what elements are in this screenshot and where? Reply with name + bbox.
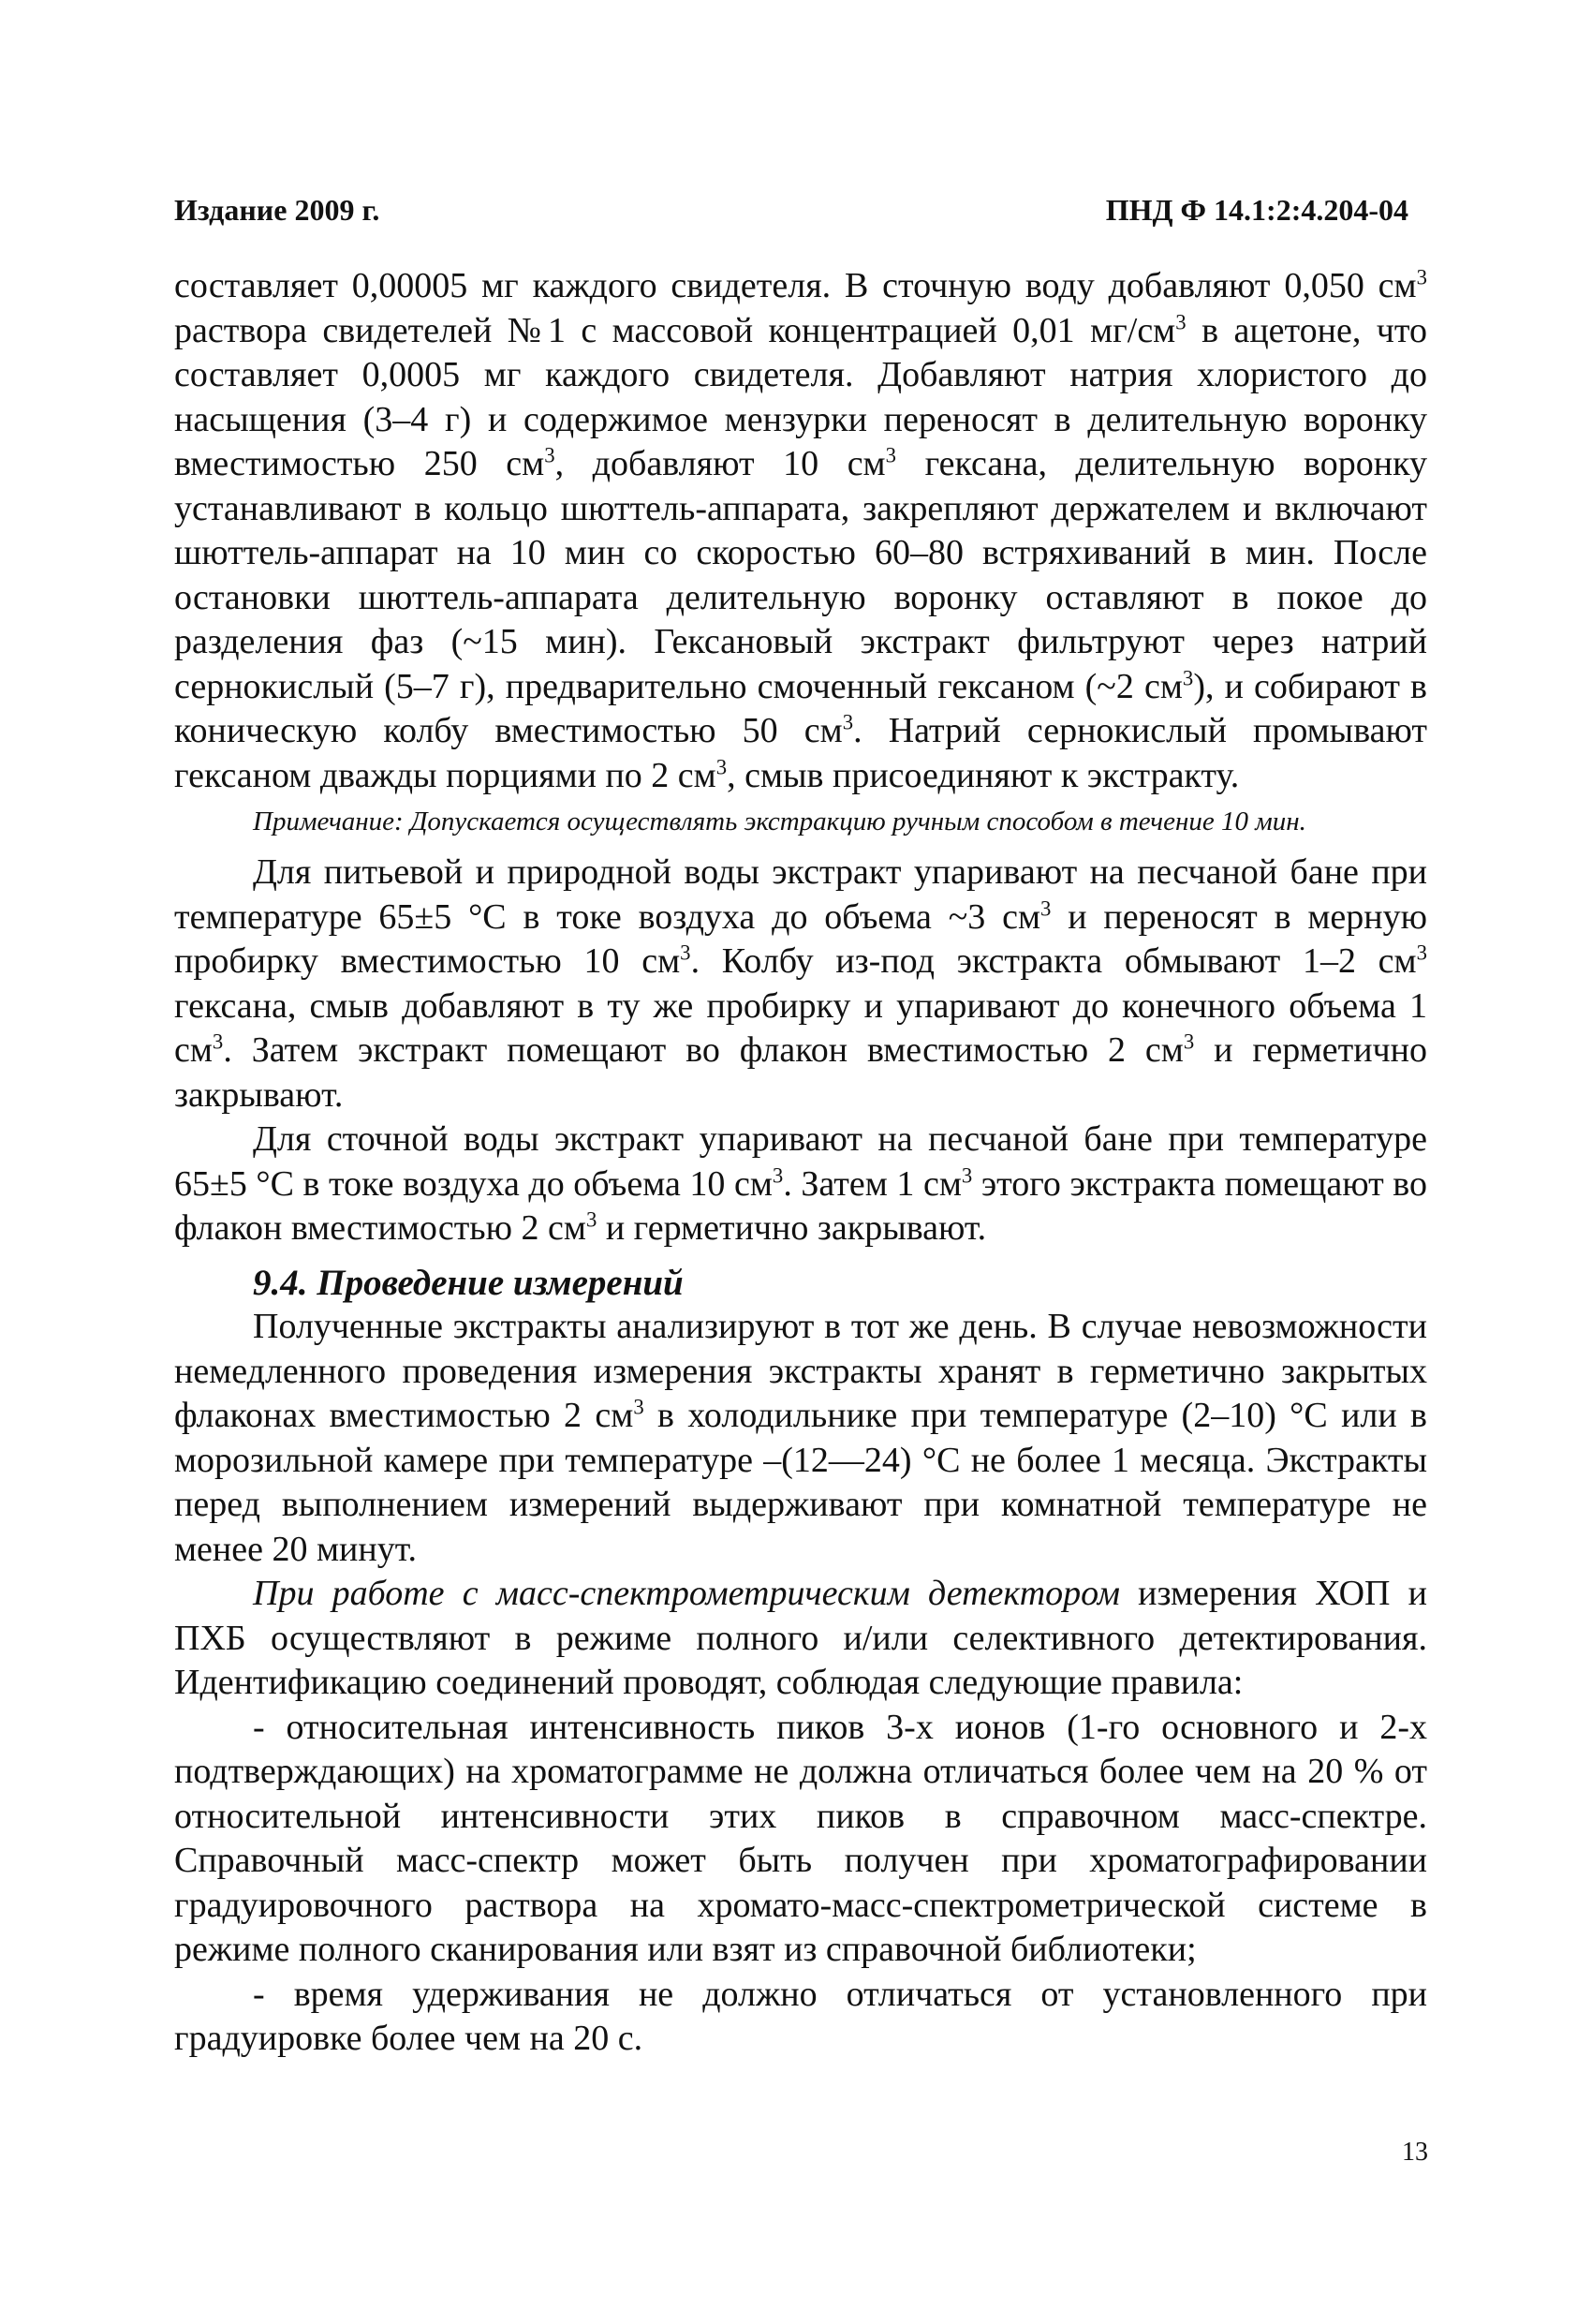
text-run: , добавляют 10 см: [554, 444, 886, 483]
superscript: 3: [1183, 1029, 1195, 1054]
text-run: . Затем 1 см: [783, 1163, 962, 1204]
paragraph-extraction: [174, 264, 1427, 798]
page-number: 13: [1402, 2138, 1428, 2167]
text-run: . Колбу из-под экстракта обмывают 1–2 см: [690, 941, 1417, 981]
text-run: раствора свидетелей №1 с массовой концентрацией 0,01 мг/см: [174, 310, 1176, 350]
superscript: 3: [885, 443, 897, 467]
text-run: и герметично закрывают.: [597, 1208, 987, 1248]
superscript: 3: [680, 940, 691, 965]
superscript: 3: [585, 1207, 597, 1232]
superscript: 3: [633, 1395, 644, 1419]
section-title: 9.4. Проведение измерений: [253, 1262, 684, 1303]
italic-run: При работе с масс-спектрометрическим детектором: [253, 1574, 1120, 1613]
text-run: измерения ХОП и ПХБ осуществляют в режиме полного и/или селективного детектирования. Идентификацию соединений проводят, соблюдая следующие правила:: [174, 1574, 1427, 1702]
text-run: в холодильнике при температуре (2–10) °С или в морозильной камере при температуре –(12—24) °С не более 1 месяца. Экстракты перед выполнением измерений выдерживают при комнатной температуре не менее 20 минут.: [174, 1396, 1427, 1569]
superscript: 3: [1416, 940, 1427, 965]
text-run: гексана, делительную воронку устанавливают в кольцо шюттель-аппарата, закрепляют держателем и включают шюттель-аппарат на 10 мин со скоростью 60–80 встряхиваний в мин. После остановки шюттель-аппарата делительную воронку оставляют в покое до разделения фаз (~15 мин). Гексановый экстракт фильтруют через натрий сернокислый (5–7 г), предварительно смоченный гексаном (~2 см: [174, 444, 1427, 706]
superscript: 3: [212, 1029, 224, 1054]
superscript: 3: [1040, 896, 1052, 920]
superscript: 3: [961, 1162, 973, 1187]
text-run: гексана, смыв добавляют в ту же пробирку и упаривают до конечного объема 1 см: [174, 985, 1427, 1070]
document-code: ПНД Ф 14.1:2:4.204-04: [1105, 193, 1408, 227]
paragraph-drinking-water: [174, 851, 1427, 1118]
superscript: 3: [842, 710, 854, 734]
superscript: 3: [1416, 265, 1427, 289]
text-run: и переносят в мерную пробирку вместимостью 10 см: [174, 896, 1427, 981]
page-header: [174, 193, 1408, 230]
paragraph-mass-spec: [174, 1572, 1427, 1706]
text-run: составляет 0,00005 мг каждого свидетеля. В сточную воду добавляют 0,050 см: [174, 266, 1417, 305]
text-run: . Натрий сернокислый промывают гексаном дважды порциями по 2 см: [174, 711, 1428, 795]
text-run: . Затем экстракт помещают во флакон вместимостью 2 см: [223, 1030, 1184, 1070]
text-run: ), и собирают в коническую колбу вместимостью 50 см: [174, 666, 1427, 750]
list-item-retention: - время удерживания не должно отличаться от установленного при градуировке более чем на 20 с.: [174, 1974, 1427, 2058]
text-run: Для питьевой и природной воды экстракт упаривают на песчаной бане при температуре 65±5 °С в токе воздуха до объема ~3 см: [174, 852, 1427, 937]
text-run: в ацетоне, что составляет 0,0005 мг каждого свидетеля. Добавляют натрия хлористого до насыщения (3–4 г) и содержимое мензурки переносят в делительную воронку вместимостью 250 см: [174, 310, 1427, 483]
list-item-intensity: - относительная интенсивность пиков 3-х ионов (1-го основного и 2-х подтверждающих) на хроматограмме не должна отличаться более чем на 20 % от относительной интенсивности этих пиков в справочном масс-спектре. Справочный масс-спектр может быть получен при хроматографировании градуировочного раствора на хромато-масс-спектрометрической системе в режиме полного сканирования или взят из справочной библиотеки;: [174, 1707, 1427, 1969]
text-run: Полученные экстракты анализируют в тот же день. В случае невозможности немедленного проведения измерения экстракты хранят в герметично закрытых флаконах вместимостью 2 см: [174, 1307, 1427, 1435]
paragraph-waste-water: [174, 1118, 1427, 1251]
superscript: 3: [772, 1162, 784, 1187]
text-run: и герметично закрывают.: [174, 1030, 1428, 1115]
page-body: [174, 264, 1427, 2062]
note: Примечание: Допускается осуществлять экстракцию ручным способом в течение 10 мин.: [253, 807, 1306, 836]
superscript: 3: [544, 443, 555, 467]
text-run: этого экстракта помещают во флакон вместимостью 2 см: [174, 1163, 1427, 1248]
superscript: 3: [1182, 665, 1194, 689]
paragraph-analysis: [174, 1305, 1427, 1572]
text-run: , смыв присоединяют к экстракту.: [727, 755, 1240, 795]
text-run: Для сточной воды экстракт упаривают на песчаной бане при температуре 65±5 °С в токе воздуха до объема 10 см: [174, 1119, 1427, 1204]
superscript: 3: [1175, 309, 1187, 333]
superscript: 3: [715, 754, 728, 778]
edition-label: Издание 2009 г.: [174, 193, 380, 227]
